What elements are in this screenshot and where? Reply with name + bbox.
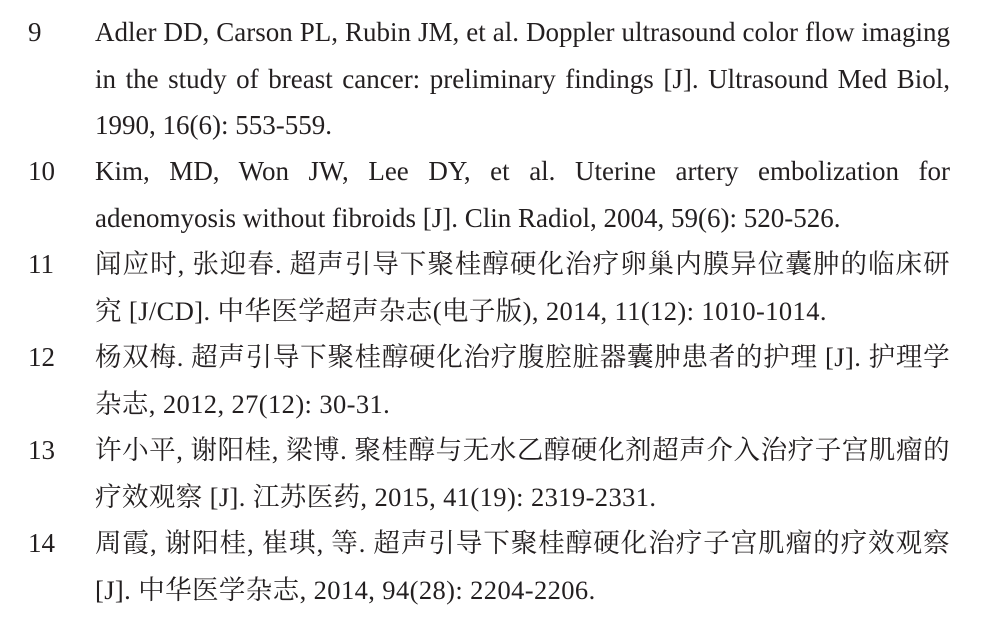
reference-text: Kim, MD, Won JW, Lee DY, et al. Uterine artery embolization for adenomyosis without fibroids [J]. Clin Radiol, 2004, 59(6): 520-526. <box>95 156 950 233</box>
reference-number: 11 <box>28 249 54 279</box>
reference-text: 周霞, 谢阳桂, 崔琪, 等. 超声引导下聚桂醇硬化治疗子宫肌瘤的疗效观察 [J]. 中华医学杂志, 2014, 94(28): 2204-2206. <box>95 528 950 605</box>
reference-item <box>0 334 984 427</box>
reference-text: 许小平, 谢阳桂, 梁博. 聚桂醇与无水乙醇硬化剂超声介入治疗子宫肌瘤的疗效观察 [J]. 江苏医药, 2015, 41(19): 2319-2331. <box>95 435 950 512</box>
reference-text: 闻应时, 张迎春. 超声引导下聚桂醇硬化治疗卵巢内膜异位囊肿的临床研究 [J/CD]. 中华医学超声杂志(电子版), 2014, 11(12): 1010-1014. <box>95 249 950 326</box>
reference-text: Adler DD, Carson PL, Rubin JM, et al. Doppler ultrasound color flow imaging in the study of breast cancer: preliminary findings [J]. Ultrasound Med Biol, 1990, 16(6): 553-559. <box>95 17 950 140</box>
reference-number: 10 <box>28 156 55 186</box>
reference-number: 12 <box>28 342 55 372</box>
reference-item <box>0 148 984 241</box>
reference-item <box>0 241 984 334</box>
reference-number: 9 <box>28 17 42 47</box>
reference-text: 杨双梅. 超声引导下聚桂醇硬化治疗腹腔脏器囊肿患者的护理 [J]. 护理学杂志, 2012, 27(12): 30-31. <box>95 342 950 419</box>
reference-number: 13 <box>28 435 55 465</box>
reference-item <box>0 9 984 148</box>
reference-list <box>0 9 984 613</box>
reference-number: 14 <box>28 528 55 558</box>
reference-item <box>0 427 984 520</box>
reference-item <box>0 520 984 613</box>
